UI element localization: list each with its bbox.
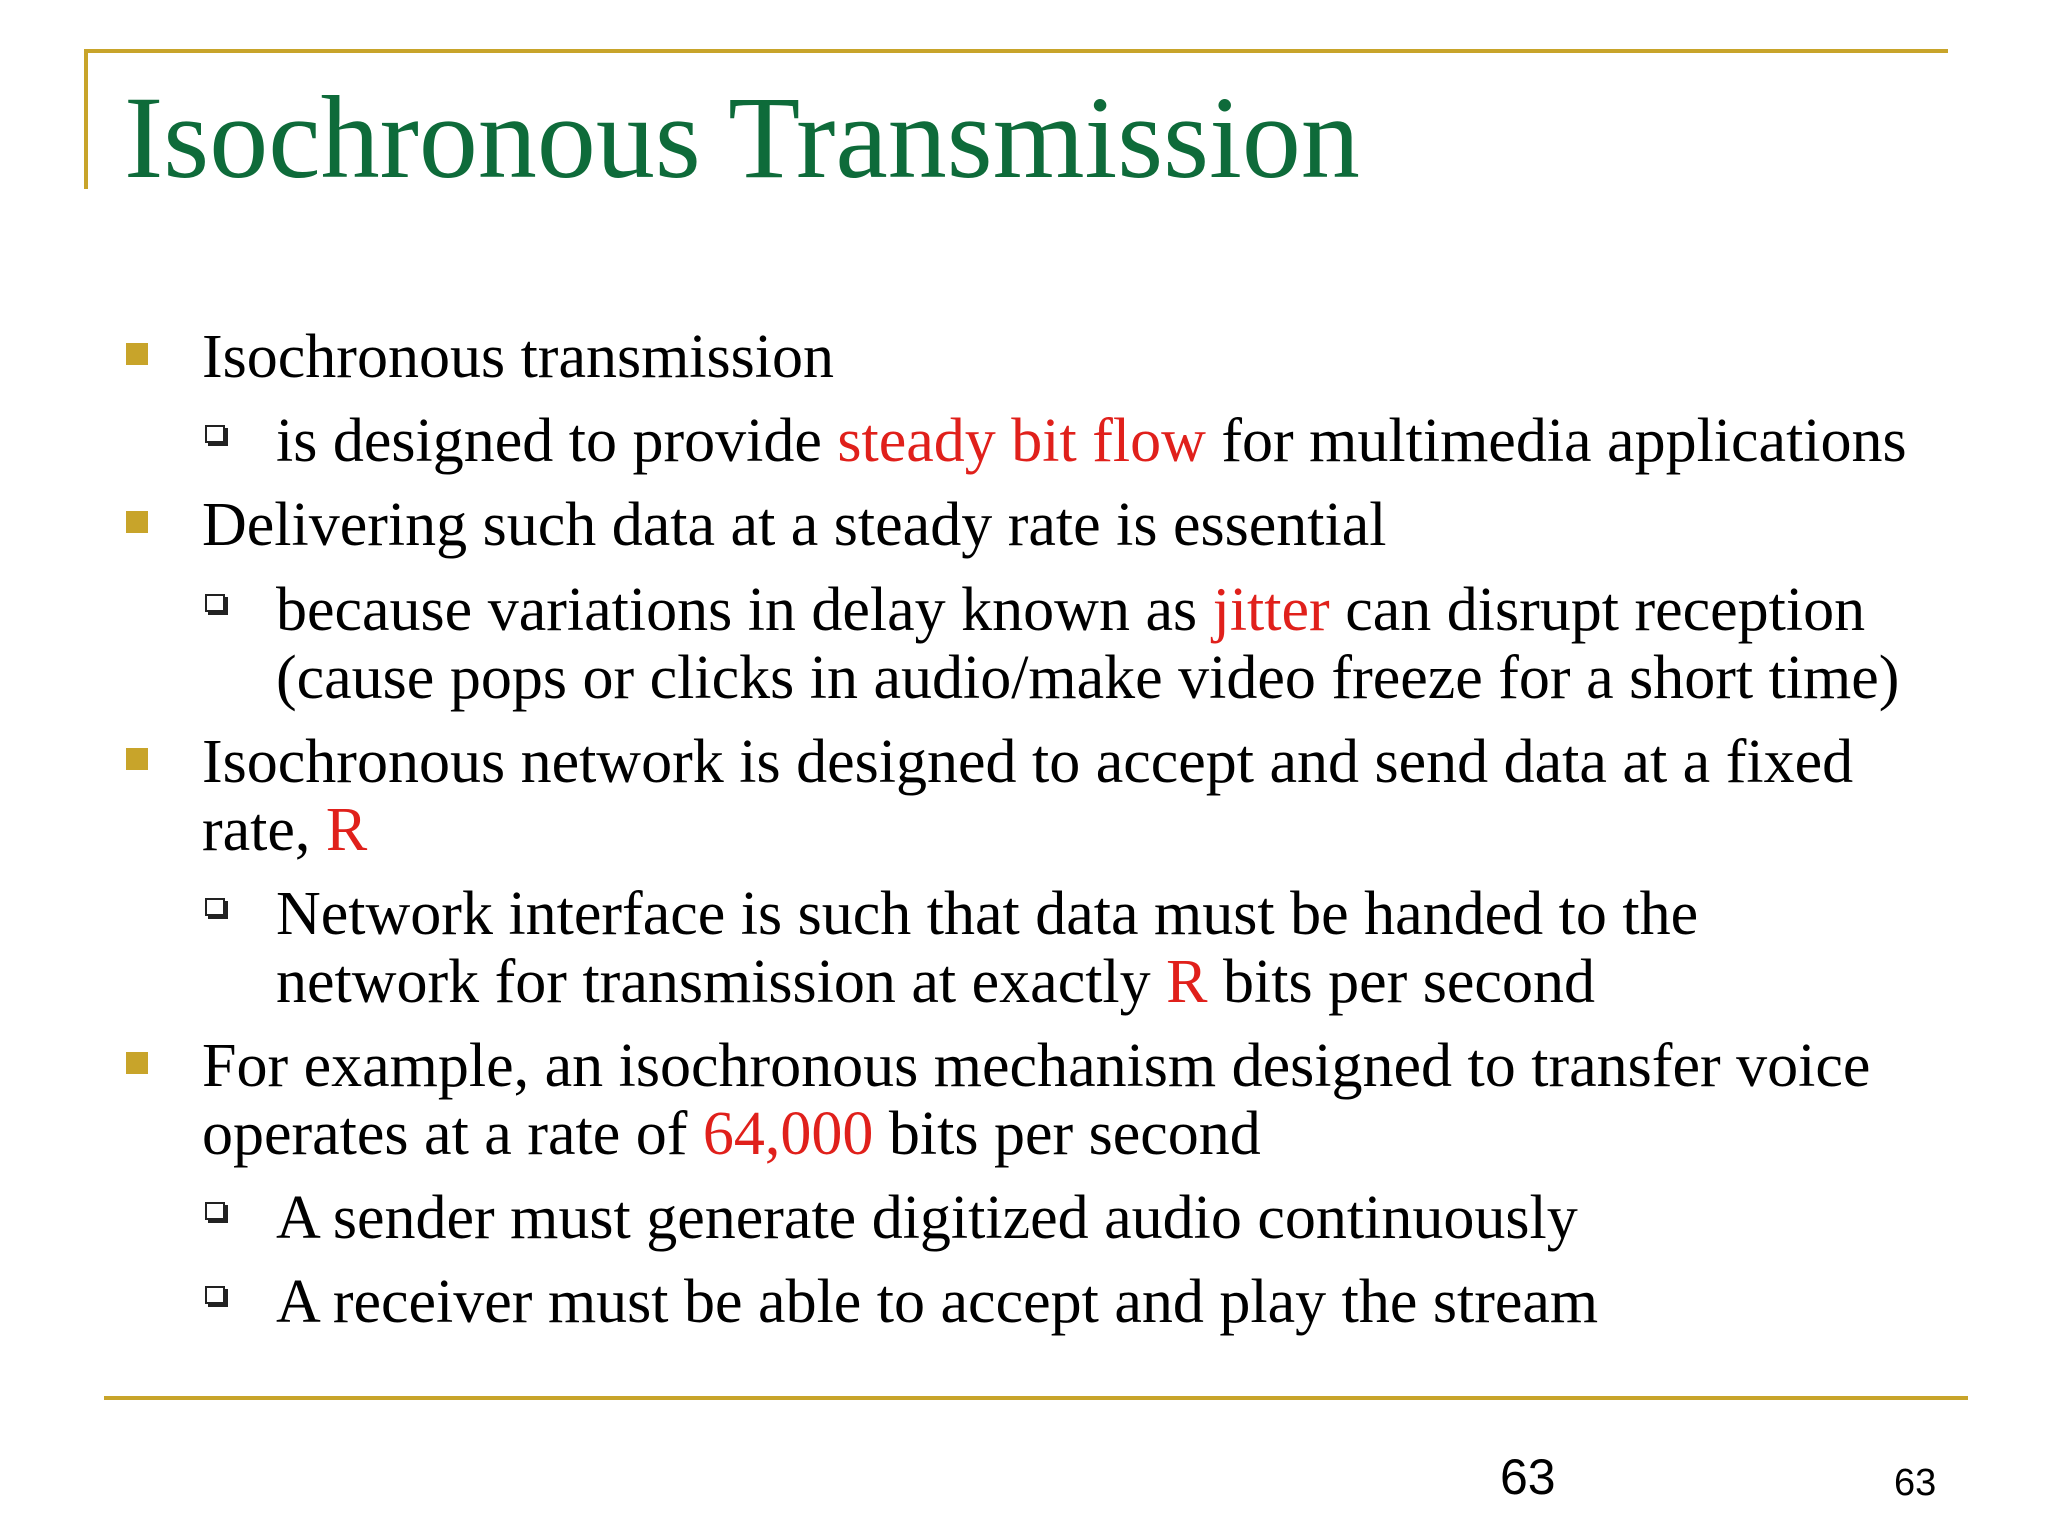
bullet-text: Isochronous network is designed to accept and send data at a fixed rate, xyxy=(202,728,1854,864)
footer-rule xyxy=(104,1396,1968,1400)
bullet-level2 xyxy=(276,1184,1976,1252)
bullet-level2 xyxy=(276,576,1976,712)
bullet-level2 xyxy=(276,880,1756,1016)
bullet-text: because variations in delay known as xyxy=(276,576,1213,644)
bullet-text: bits per second xyxy=(1207,948,1595,1016)
bullet-level2 xyxy=(276,407,1976,475)
square-bullet-icon xyxy=(126,343,148,365)
square-bullet-icon xyxy=(126,1052,148,1074)
bullet-text: A receiver must be able to accept and play the stream xyxy=(276,1268,1599,1336)
bullet-text: Isochronous transmission xyxy=(202,323,835,391)
bullet-level1 xyxy=(202,323,1962,391)
square-bullet-icon xyxy=(126,748,148,770)
hollow-square-bullet-icon xyxy=(205,425,225,443)
bullet-text: A sender must generate digitized audio continuously xyxy=(276,1184,1578,1252)
highlighted-term: 64,000 xyxy=(702,1100,874,1168)
hollow-square-bullet-icon xyxy=(205,1202,225,1220)
highlighted-term: R xyxy=(325,796,368,864)
square-bullet-icon xyxy=(126,511,148,533)
bullet-text: For example, an isochronous mechanism designed to transfer voice operates at a rate of xyxy=(202,1032,1871,1168)
bullet-level1 xyxy=(202,1032,1922,1168)
bullet-text: can disrupt reception (cause pops or clicks in audio/make video freeze for a short time) xyxy=(276,576,1900,712)
hollow-square-bullet-icon xyxy=(205,898,225,916)
bullet-text: is designed to provide xyxy=(276,407,838,475)
slide-title: Isochronous Transmission xyxy=(124,72,1360,203)
highlighted-term: jitter xyxy=(1212,576,1330,644)
slide-number: 63 xyxy=(1500,1449,1556,1505)
page-number: 63 xyxy=(1894,1462,1937,1504)
bullet-level2 xyxy=(276,1268,1976,1336)
hollow-square-bullet-icon xyxy=(205,594,225,612)
hollow-square-bullet-icon xyxy=(205,1286,225,1304)
bullet-text: Delivering such data at a steady rate is essential xyxy=(202,491,1387,559)
bullet-text: for multimedia applications xyxy=(1205,407,1907,475)
bullet-level1 xyxy=(202,491,1962,559)
bullet-level1 xyxy=(202,728,1902,864)
highlighted-term: R xyxy=(1166,948,1208,1016)
bullet-text: bits per second xyxy=(873,1100,1261,1168)
highlighted-term: steady bit flow xyxy=(837,407,1206,475)
bullet-text: Network interface is such that data must be handed to the network for transmission at exactly xyxy=(276,880,1699,1016)
